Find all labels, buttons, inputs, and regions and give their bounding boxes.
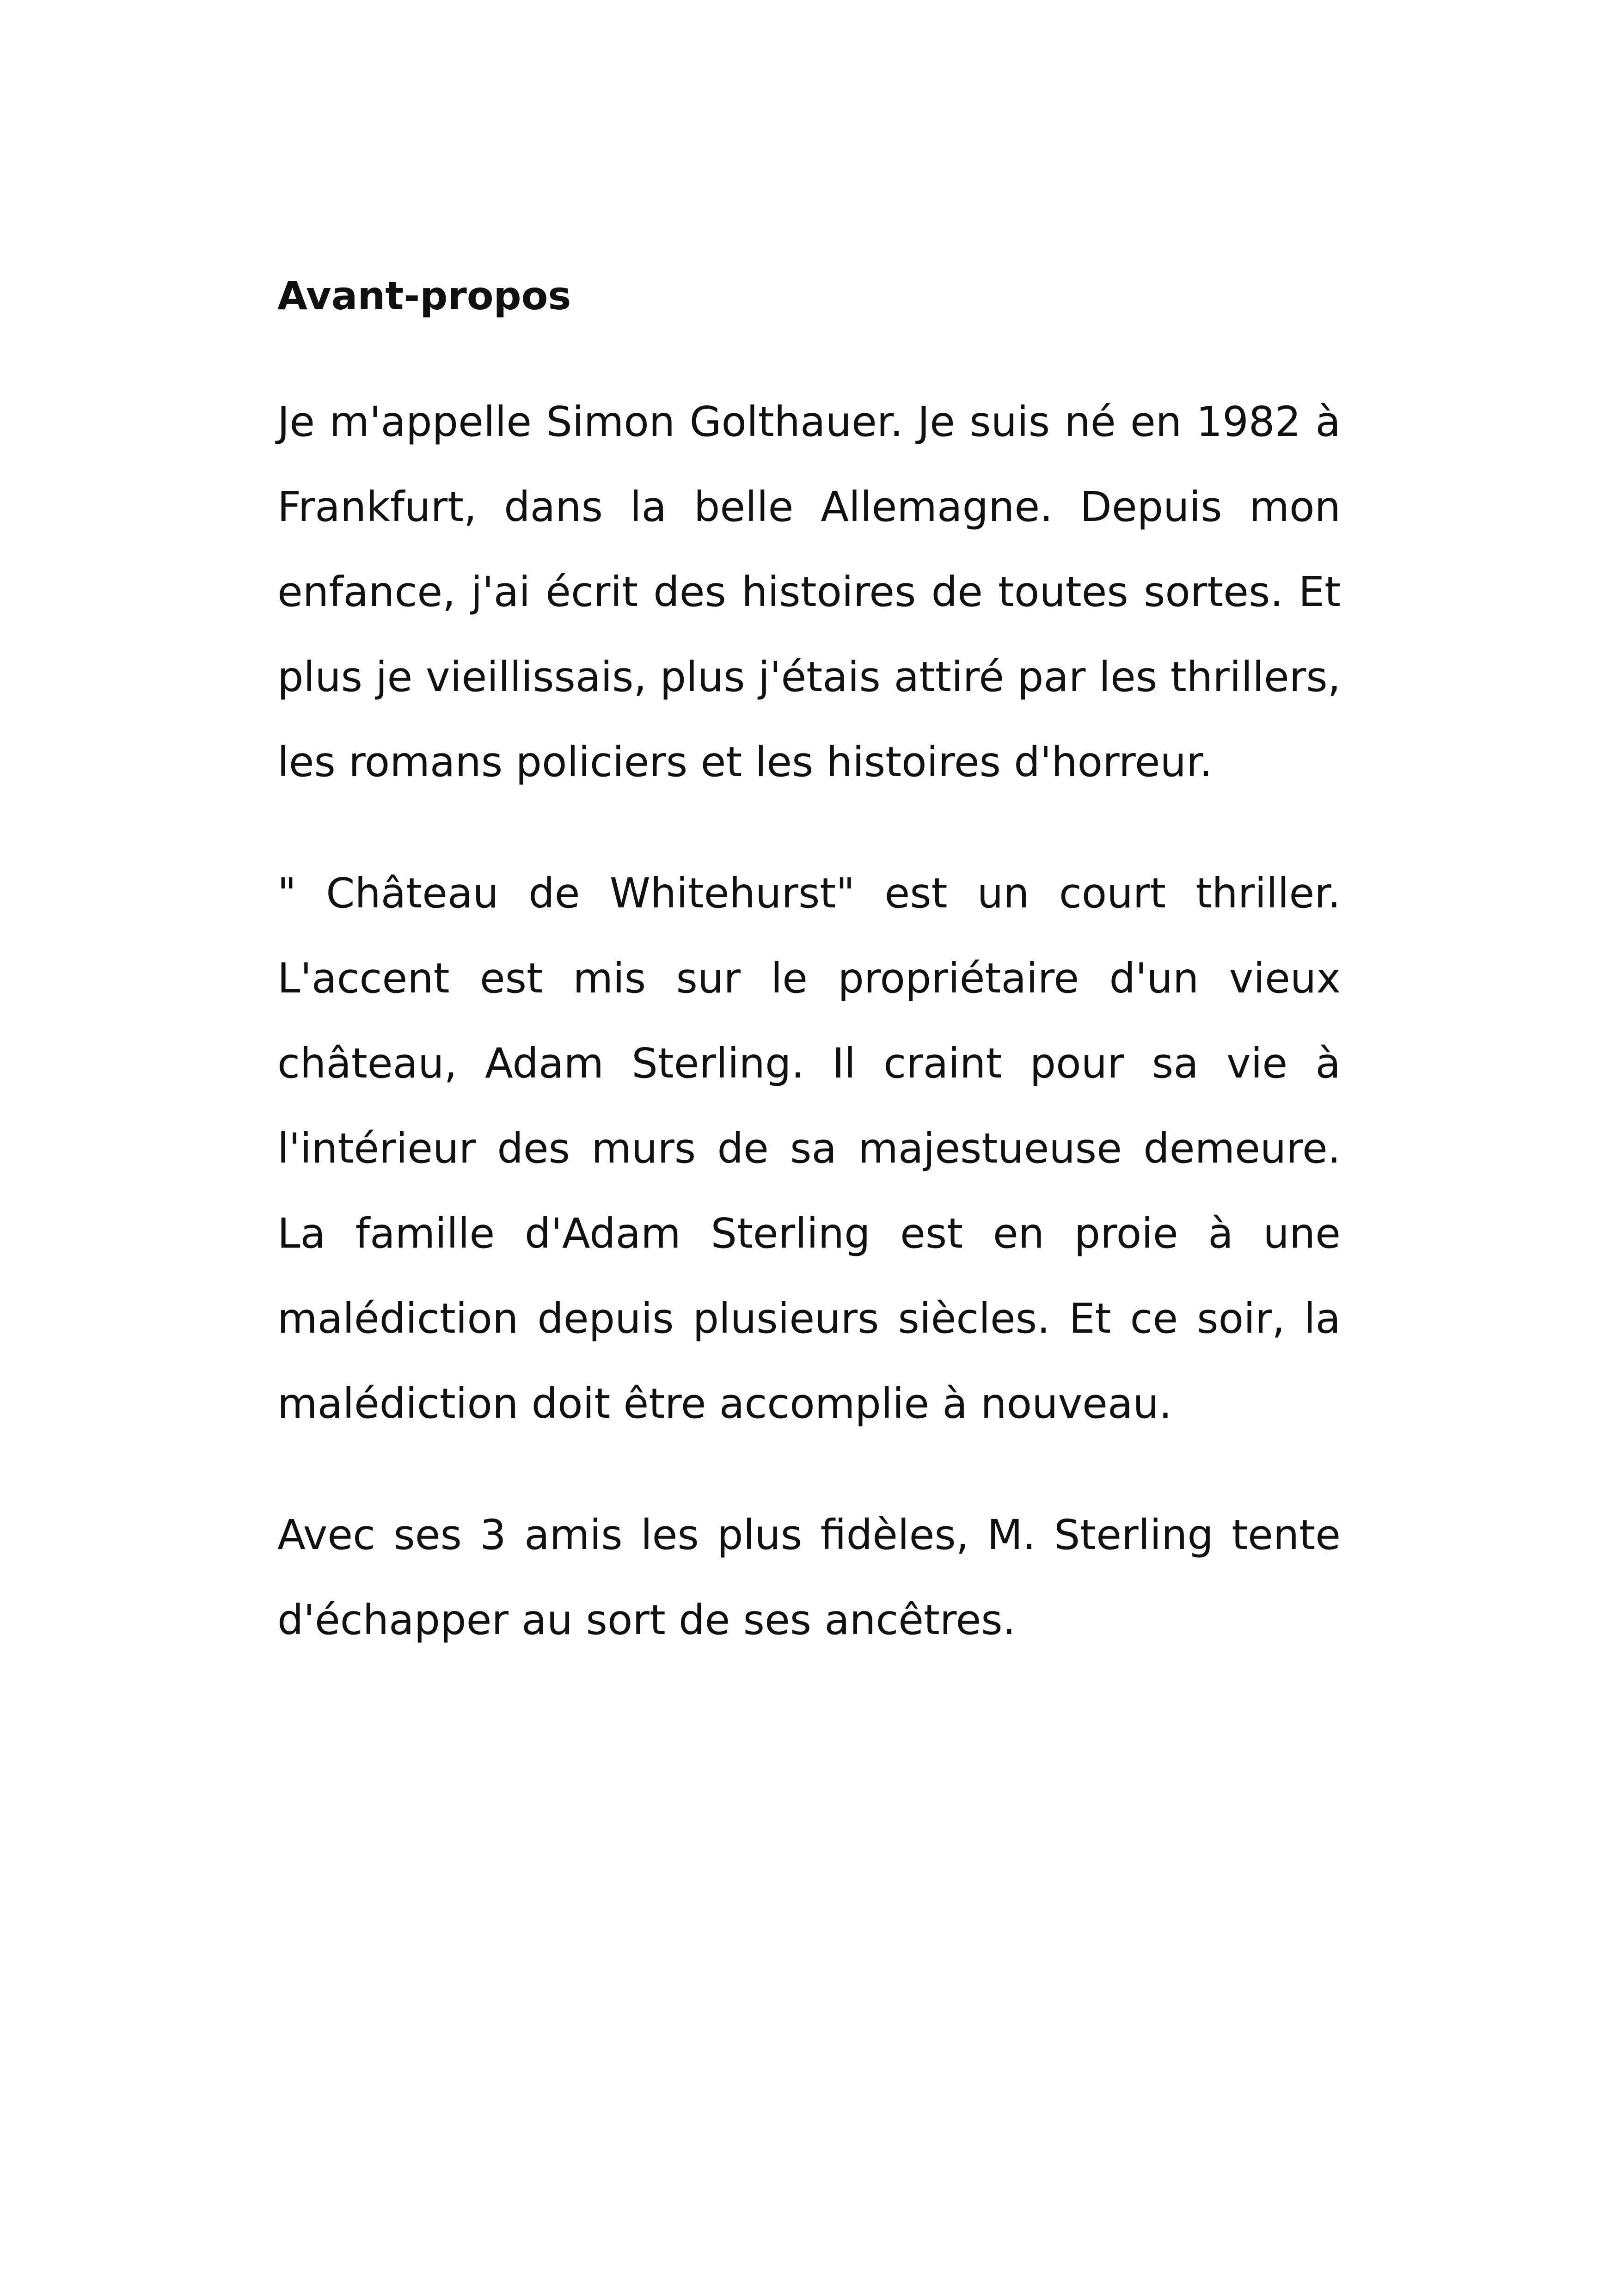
paragraph-author-intro: Je m'appelle Simon Golthauer. Je suis né en 1982 à Frankfurt, dans la belle Allemagne. Depuis mon enfance, j'ai écrit des histoires de toutes sortes. Et plus je vieillissais, plus j'étais attiré par les thrillers, les romans policiers et les histoires d'horreur. — [277, 398, 1341, 786]
page-content — [277, 268, 1341, 1708]
page-heading: Avant-propos — [277, 273, 571, 318]
paragraph-book-summary: " Château de Whitehurst" est un court thriller. L'accent est mis sur le propriétaire d'un vieux château, Adam Sterling. Il craint pour sa vie à l'intérieur des murs de sa majestueuse demeure. La famille d'Adam Sterling est en proie à une malédiction depuis plusieurs siècles. Et ce soir, la malédiction doit être accomplie à nouveau. — [277, 869, 1341, 1427]
paragraph-plot-teaser: Avec ses 3 amis les plus fidèles, M. Sterling tente d'échapper au sort de ses ancêtres. — [277, 1511, 1341, 1644]
